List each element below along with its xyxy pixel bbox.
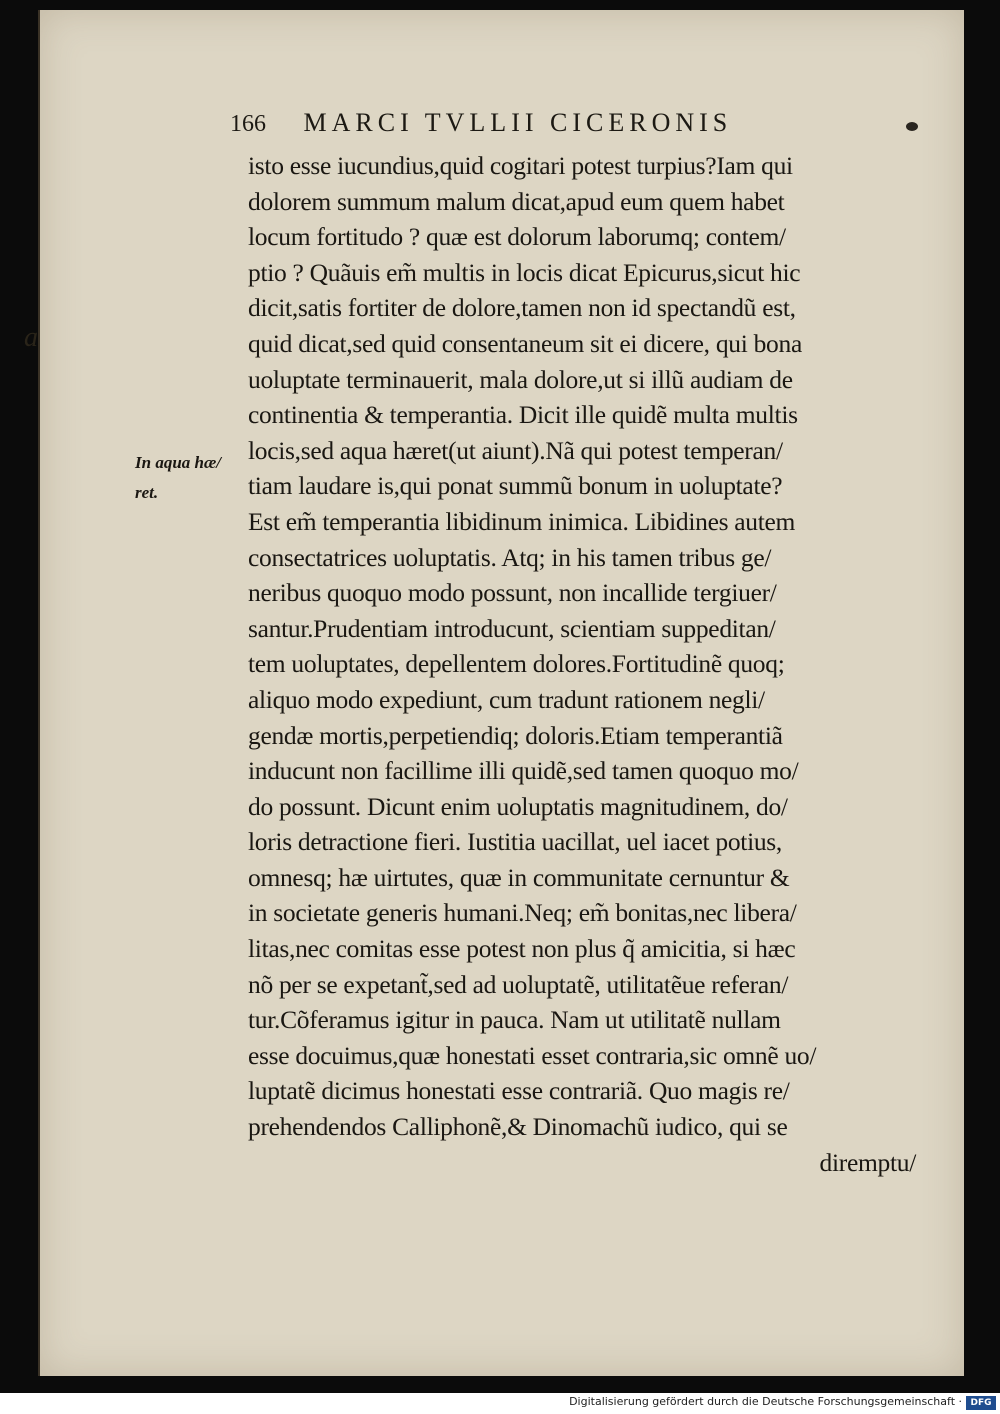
- text-line: consectatrices uoluptatis. Atq; in his tamen tribus ge/: [248, 542, 772, 572]
- dfg-logo: DFG: [966, 1396, 996, 1410]
- page-header: [230, 108, 870, 138]
- text-line: loris detractione fieri. Iustitia uacillat, uel iacet potius,: [248, 827, 783, 857]
- text-line: tem uoluptates, depellentem dolores.Fortitudinẽ quoq;: [248, 649, 785, 679]
- text-line: neribus quoquo modo possunt, non incallide tergiuer/: [248, 578, 777, 608]
- text-line: inducunt non facillime illi quidẽ,sed tamen quoquo mo/: [248, 756, 799, 786]
- text-line: locis,sed aqua hæret(ut aiunt).Nã qui potest temperan/: [248, 435, 783, 465]
- margin-note-line: In aqua hæ/: [135, 453, 221, 472]
- text-line: luptatẽ dicimus honestati esse contrariã. Quo magis re/: [248, 1076, 790, 1106]
- margin-note: [135, 448, 221, 508]
- text-line: nõ per se expetant̃,sed ad uoluptatẽ, utilitatẽue referan/: [248, 969, 789, 999]
- text-line: tiam laudare is,qui ponat summũ bonum in uoluptate?: [248, 471, 783, 501]
- text-line: gendæ mortis,perpetiendiq; doloris.Etiam temperantiã: [248, 720, 783, 750]
- text-line: ptio ? Quãuis em̃ multis in locis dicat Epicurus,sicut hic: [248, 257, 801, 287]
- text-line: aliquo modo expediunt, cum tradunt rationem negli/: [248, 684, 765, 714]
- catchword: diremptu/: [819, 1147, 916, 1177]
- text-line: quid dicat,sed quid consentaneum sit ei dicere, qui bona: [248, 328, 802, 358]
- text-line: continentia & temperantia. Dicit ille quidẽ multa multis: [248, 400, 798, 430]
- text-line: omnesq; hæ uirtutes, quæ in communitate cernuntur &: [248, 862, 790, 892]
- body-text: [248, 148, 928, 1180]
- text-line: esse docuimus,quæ honestati esset contraria,sic omnẽ uo/: [248, 1040, 817, 1070]
- page-number: 166: [230, 111, 266, 137]
- text-line: isto esse iucundius,quid cogitari potest turpius?Iam qui: [248, 151, 793, 180]
- margin-note-line: ret.: [135, 483, 159, 502]
- text-line: dolorem summum malum dicat,apud eum quem habet: [248, 186, 785, 216]
- text-line: do possunt. Dicunt enim uoluptatis magnitudinem, do/: [248, 791, 788, 821]
- ink-dot: [906, 122, 918, 131]
- running-head: MARCI TVLLII CICERONIS: [303, 108, 733, 137]
- funding-credit: Digitalisierung gefördert durch die Deutsche Forschungsgemeinschaft ·: [569, 1395, 962, 1408]
- text-line: tur.Cõferamus igitur in pauca. Nam ut utilitatẽ nullam: [248, 1005, 781, 1035]
- text-line: santur.Prudentiam introducunt, scientiam suppeditan/: [248, 613, 776, 643]
- text-line: in societate generis humani.Neq; em̃ bonitas,nec libera/: [248, 898, 797, 928]
- text-line: dicit,satis fortiter de dolore,tamen non id spectandũ est,: [248, 293, 796, 323]
- text-line: locum fortitudo ? quæ est dolorum laborumq; contem/: [248, 222, 786, 252]
- text-line: uoluptate terminauerit, mala dolore,ut si illũ audiam de: [248, 364, 793, 394]
- text-line: litas,nec comitas esse potest non plus q̃ amicitia, si hæc: [248, 934, 796, 964]
- stray-mark: a: [24, 322, 38, 353]
- text-line: Est em̃ temperantia libidinum inimica. Libidines autem: [248, 506, 796, 536]
- text-line: prehendendos Calliphonẽ,& Dinomachũ iudico, qui se: [248, 1112, 788, 1142]
